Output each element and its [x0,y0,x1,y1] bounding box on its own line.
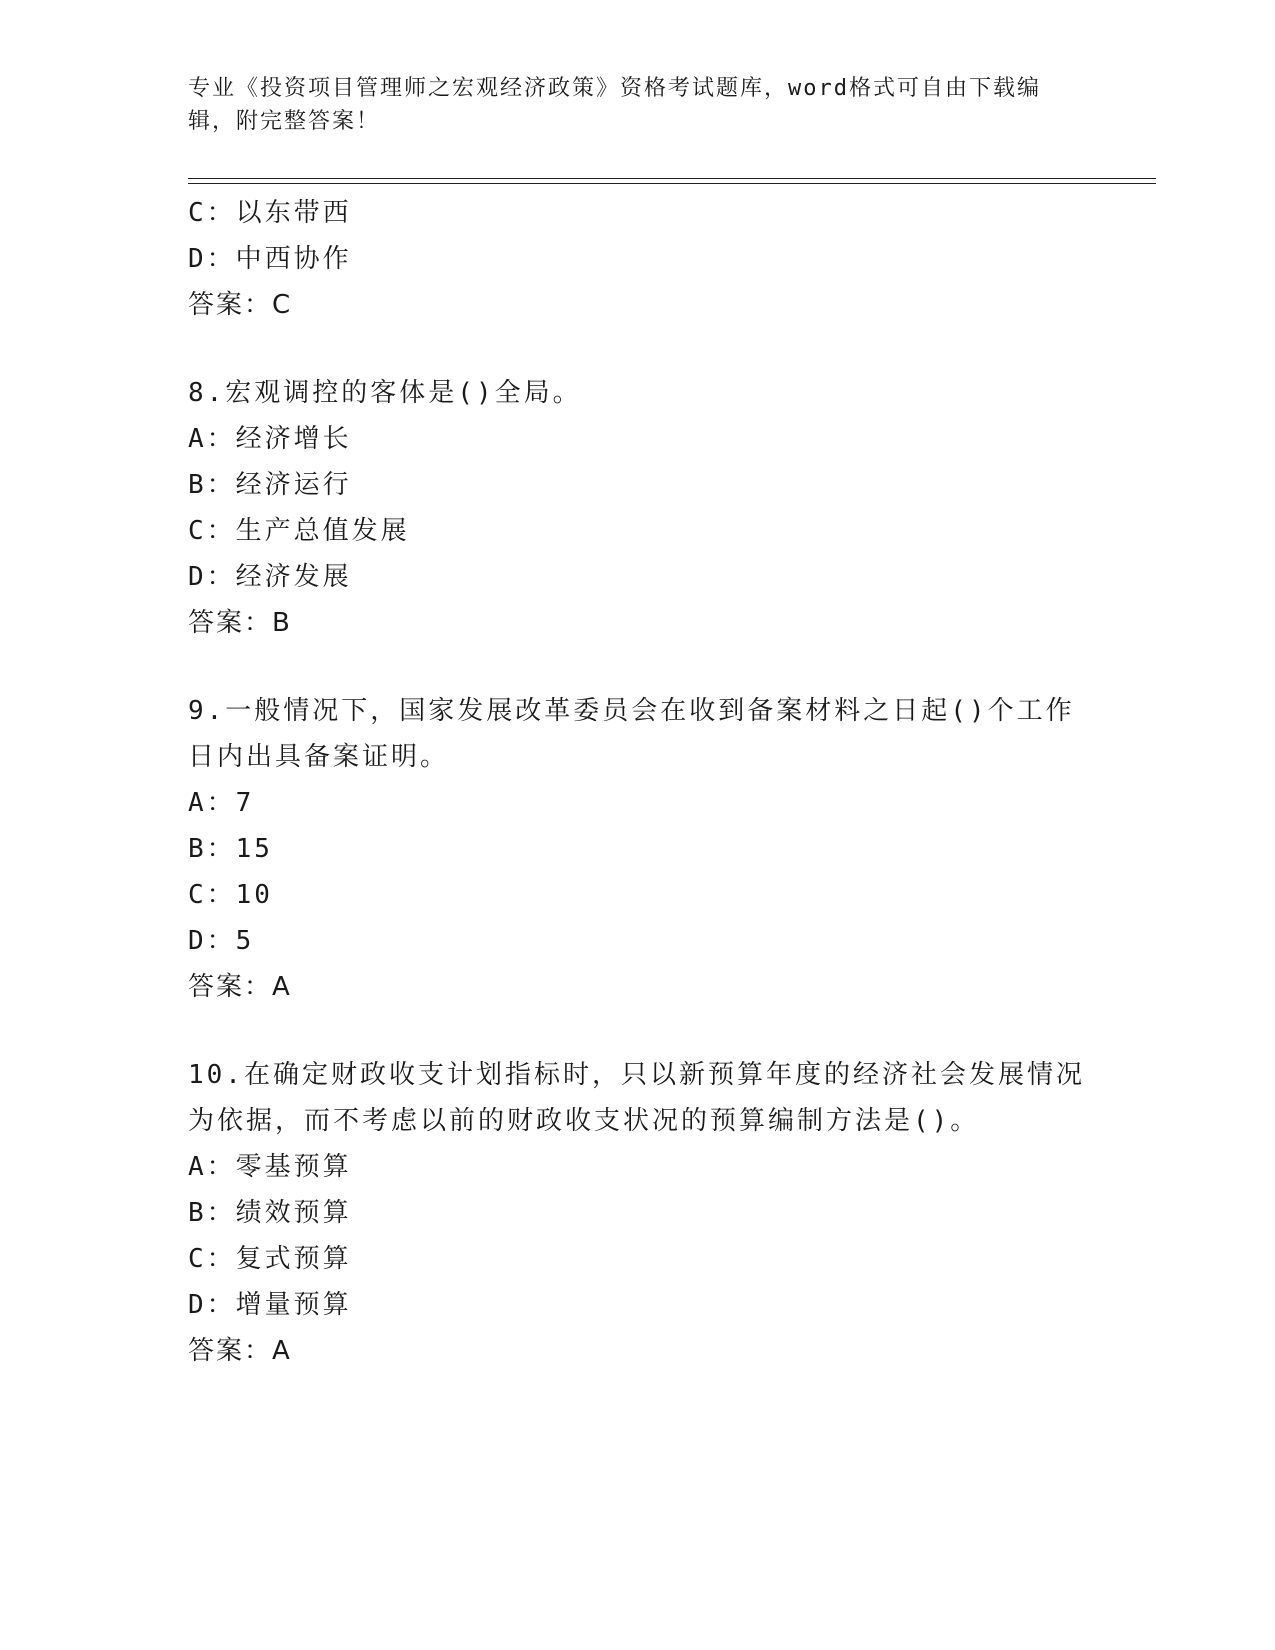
option-c: C：复式预算 [188,1244,352,1274]
option-b: B：经济运行 [188,470,352,500]
question-text: 8.宏观调控的客体是()全局。 [188,378,582,408]
header-line-2: 辑，附完整答案！ [188,109,381,134]
document-header [188,72,1068,138]
question-text-cont: 日内出具备案证明。 [188,742,450,772]
question-10 [188,1052,1088,1374]
question-7-tail [188,190,1088,328]
answer-line: 答案：B [188,608,292,638]
option-d: D：增量预算 [188,1290,352,1320]
question-8 [188,370,1088,646]
answer-line: 答案：C [188,290,293,320]
option-b: B：15 [188,834,273,864]
option-a: A：零基预算 [188,1152,352,1182]
option-c: C：以东带西 [188,198,352,228]
option-a: A：7 [188,788,255,818]
question-list [188,190,1088,1374]
option-d: D：5 [188,926,255,956]
question-text-cont: 为依据，而不考虑以前的财政收支状况的预算编制方法是()。 [188,1106,980,1136]
question-9 [188,688,1088,1010]
question-text: 9.一般情况下，国家发展改革委员会在收到备案材料之日起()个工作 [188,696,1075,726]
option-d: D：经济发展 [188,562,352,592]
answer-line: 答案：A [188,1336,292,1366]
header-line-1: 专业《投资项目管理师之宏观经济政策》资格考试题库，word格式可自由下载编 [188,76,1041,101]
option-c: C：10 [188,880,273,910]
header-rule-top [188,178,1156,179]
option-b: B：绩效预算 [188,1198,352,1228]
question-text: 10.在确定财政收支计划指标时，只以新预算年度的经济社会发展情况 [188,1060,1085,1090]
answer-line: 答案：A [188,972,292,1002]
header-rule-bottom [188,183,1156,184]
option-d: D：中西协作 [188,244,352,274]
option-c: C：生产总值发展 [188,516,410,546]
option-a: A：经济增长 [188,424,352,454]
